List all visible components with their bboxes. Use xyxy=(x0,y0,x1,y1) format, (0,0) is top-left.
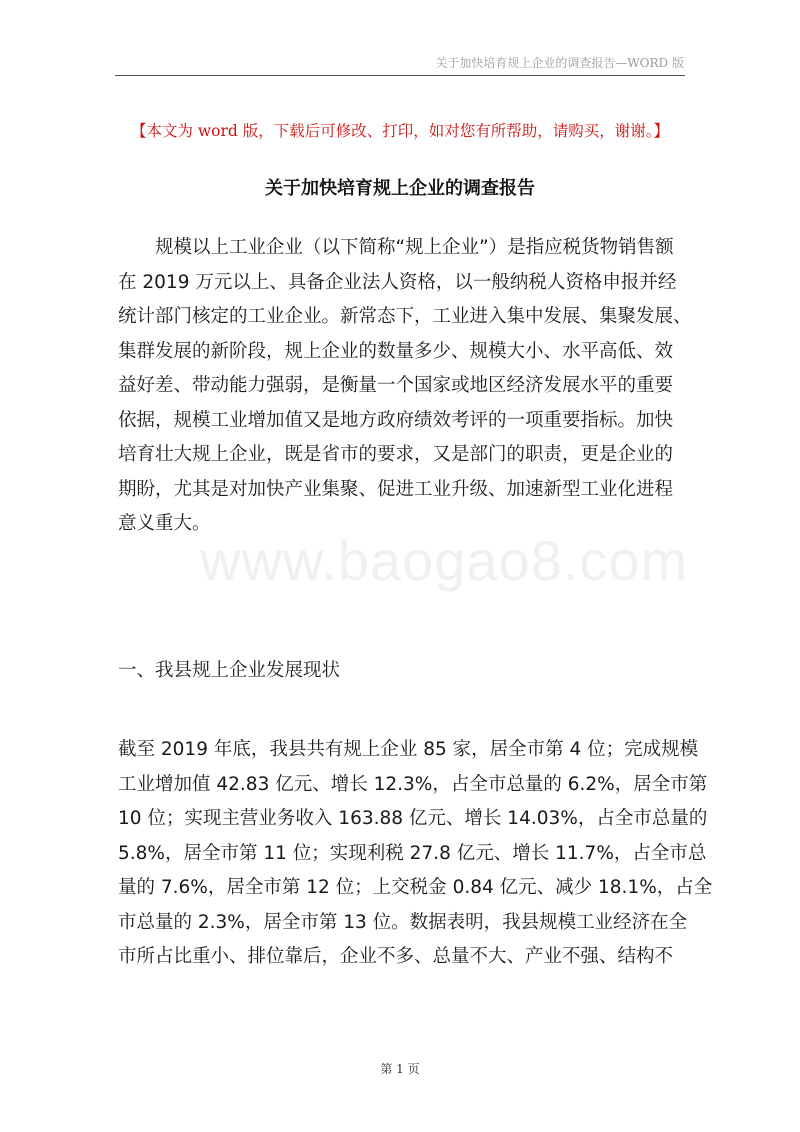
paragraph-line: 截至 2019 年底，我县共有规上企业 85 家，居全市第 4 位；完成规模 xyxy=(118,739,699,760)
paragraph-status xyxy=(118,733,713,975)
purchase-notice: 【本文为 word 版，下载后可修改、打印，如对您有所帮助，请购买，谢谢。】 xyxy=(130,122,670,140)
paragraph-line: 益好差、带动能力强弱，是衡量一个国家或地区经济发展水平的重要 xyxy=(118,375,674,396)
document-title: 关于加快培育规上企业的调查报告 xyxy=(265,178,535,199)
paragraph-line: 量的 7.6%，居全市第 12 位；上交税金 0.84 亿元、减少 18.1%，占全 xyxy=(118,877,713,898)
paragraph-line: 市总量的 2.3%，居全市第 13 位。数据表明，我县规模工业经济在全 xyxy=(118,911,688,933)
paragraph-intro xyxy=(118,231,692,542)
paragraph-line: 市所占比重小、排位靠后，企业不多、总量不大、产业不强、结构不 xyxy=(118,946,674,967)
paragraph-line: 工业增加值 42.83 亿元、增长 12.3%，占全市总量的 6.2%，居全市第 xyxy=(118,773,708,795)
paragraph-line: 集群发展的新阶段，规上企业的数量多少、规模大小、水平高低、效 xyxy=(118,340,674,362)
paragraph-line: 规模以上工业企业（以下简称“规上企业”）是指应税货物销售额 xyxy=(155,237,674,258)
paragraph-line: 5.8%，居全市第 11 位；实现利税 27.8 亿元、增长 11.7%，占全市总 xyxy=(118,842,707,864)
running-header: 关于加快培育规上企业的调查报告—WORD 版 xyxy=(435,56,684,70)
paragraph-line: 培育壮大规上企业，既是省市的要求，又是部门的职责，更是企业的 xyxy=(118,444,674,465)
page-number: 第 1 页 xyxy=(380,1062,420,1076)
paragraph-line: 在 2019 万元以上、具备企业法人资格，以一般纳税人资格申报并经 xyxy=(118,271,677,293)
paragraph-line: 10 位；实现主营业务收入 163.88 亿元、增长 14.03%，占全市总量的 xyxy=(118,808,708,829)
paragraph-line: 期盼，尤其是对加快产业集聚、促进工业升级、加速新型工业化进程 xyxy=(118,478,674,500)
paragraph-line: 依据，规模工业增加值又是地方政府绩效考评的一项重要指标。加快 xyxy=(118,409,674,431)
section-heading: 一、我县规上企业发展现状 xyxy=(118,660,341,681)
paragraph-line: 统计部门核定的工业企业。新常态下，工业进入集中发展、集聚发展、 xyxy=(118,306,692,327)
paragraph-line: 意义重大。 xyxy=(118,513,211,534)
watermark-logo: www.baogao8.com xyxy=(200,529,689,592)
header-divider xyxy=(115,75,685,76)
